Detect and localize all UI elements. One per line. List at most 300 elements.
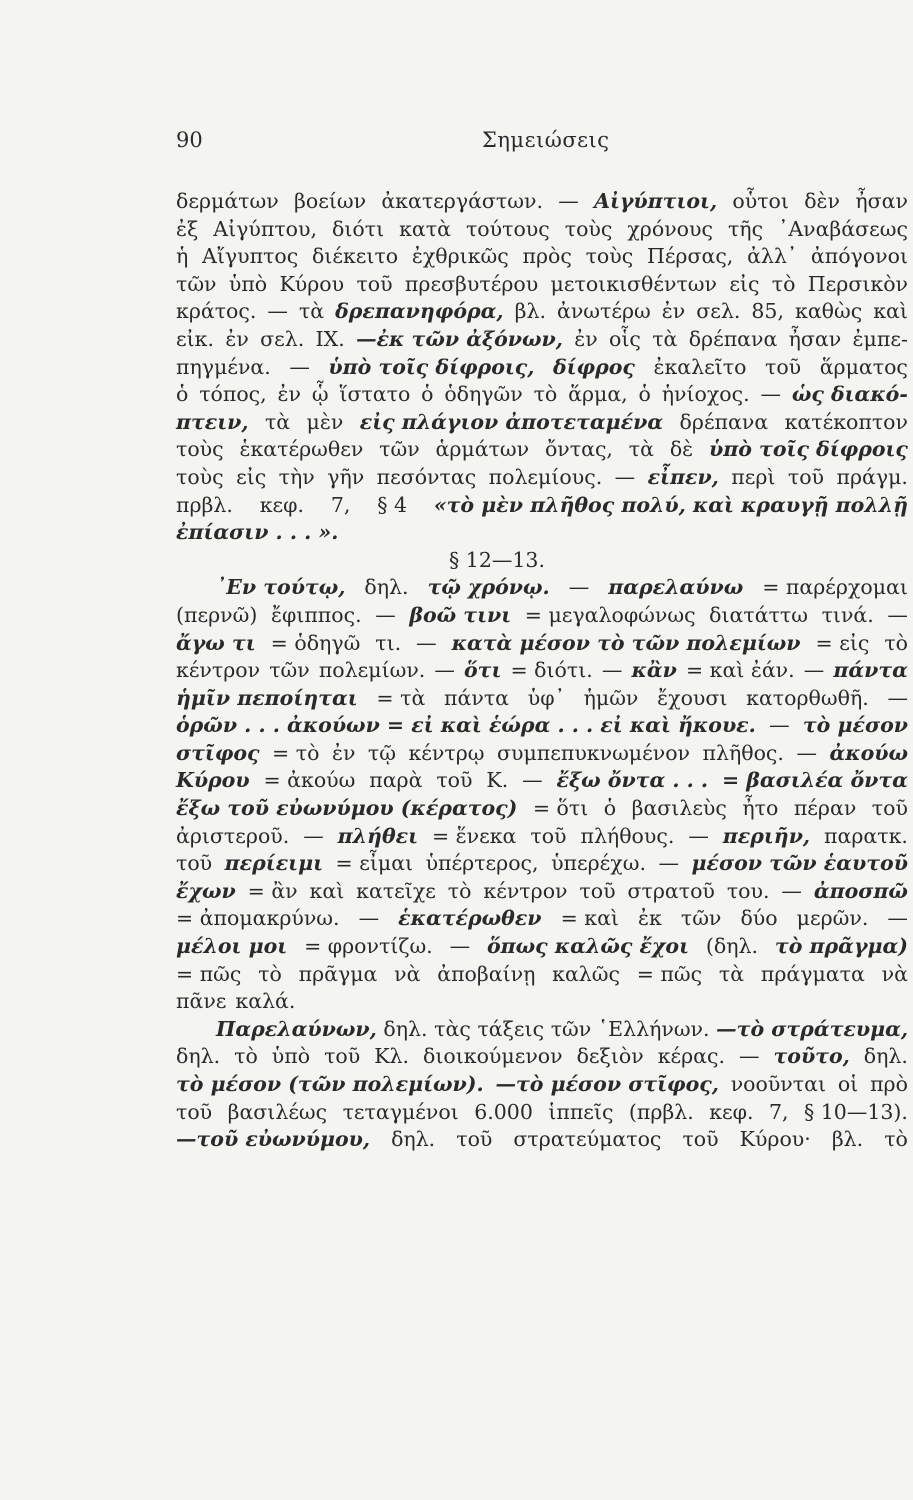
word: δύο <box>740 906 778 931</box>
text-line <box>176 878 908 906</box>
word: ἡνίοχος. <box>661 382 750 407</box>
word: βοείων <box>294 189 367 213</box>
lemma-term: ἑκατέρωθεν <box>398 906 542 931</box>
word: ἐν <box>277 382 301 407</box>
text-line <box>176 1043 908 1071</box>
word: ὄντας, <box>544 437 613 462</box>
lemma-term: ὑπὸ τοῖς δίφροις <box>709 437 908 462</box>
word: οἱ <box>837 1072 859 1096</box>
word: = ἀπομακρύνω. <box>176 906 340 931</box>
word: ὑπὸ <box>271 1044 311 1069</box>
lemma-term: Αἰγύπτιοι, <box>594 189 718 213</box>
word: = μεγαλοφώνως <box>524 602 696 627</box>
word: τῶν <box>550 1016 592 1041</box>
word: ἱππεῖς <box>548 1099 614 1124</box>
word: = καὶ <box>560 906 619 931</box>
word: τὰ <box>718 961 745 986</box>
lemma-term: τοῦτο, <box>773 1044 850 1069</box>
word: τὰ <box>264 409 291 434</box>
lemma-term: στῖφος <box>176 740 260 765</box>
word: Περσικὸν <box>807 271 908 296</box>
word: εἰκ. <box>176 326 214 351</box>
word: = φροντίζω. <box>304 934 433 959</box>
word: τοῦ <box>436 768 473 793</box>
word: τοῦ <box>176 1099 213 1124</box>
lemma-term: —τὸ στράτευμα, <box>716 1016 908 1041</box>
lemma-term: δρεπανηφόρα, <box>335 299 504 324</box>
word: = ἕνεκα <box>431 823 517 848</box>
word: τῶν <box>680 906 722 931</box>
text-line <box>176 436 908 464</box>
text-line <box>176 1016 908 1044</box>
word: τόπος, <box>199 382 267 407</box>
word: ὑπὸ <box>228 271 268 296</box>
word: περὶ <box>731 464 776 489</box>
word: — <box>522 768 543 793</box>
lemma-term: —ἐκ τῶν ἀξόνων, <box>356 326 563 351</box>
word: στρατοῦ <box>627 878 715 903</box>
word: τινά. <box>821 602 874 627</box>
word: — <box>760 382 781 407</box>
text-line <box>176 354 908 382</box>
word: ὁδηγῶν <box>444 382 523 407</box>
word: ἐκ <box>638 906 662 931</box>
word: 6.000 <box>474 1099 533 1124</box>
word: τοὺς <box>176 437 224 462</box>
word: μετοικισθέντων <box>550 271 717 296</box>
word: ὑπέρτερος, <box>425 851 539 876</box>
word: διέκειτο <box>311 244 399 269</box>
word: δὲ <box>669 437 694 462</box>
text-line <box>176 988 908 1016</box>
word: πηγμένα. <box>176 354 271 379</box>
word: = πῶς <box>176 961 242 986</box>
text-line <box>176 630 908 658</box>
word: ῾Ελλήνων. <box>597 1016 710 1041</box>
word: ἁρμάτων <box>435 437 530 462</box>
word: ὑπερέχω. <box>551 851 646 876</box>
word: οἷς <box>609 326 641 351</box>
word: κράτος. <box>176 299 257 324</box>
text-line <box>176 492 908 520</box>
lemma-term: δίφρος <box>552 354 635 379</box>
text-line <box>176 602 908 630</box>
word: βλ. <box>831 1127 864 1152</box>
word: τὰ <box>628 437 654 462</box>
lemma-term: Κύρου <box>176 768 250 793</box>
text-line <box>176 574 908 602</box>
word: ἦσαν <box>788 326 842 351</box>
lemma-term: πτειν, <box>176 409 249 434</box>
word: — <box>434 658 455 683</box>
word: ὁ <box>638 382 651 407</box>
word: = πῶς <box>636 961 703 986</box>
word: ἀποβαίνῃ <box>437 961 536 986</box>
word: πολεμίων. <box>318 658 426 683</box>
text-line <box>176 657 908 685</box>
word: συμπεπυκνωμένον <box>496 740 690 765</box>
word: τοῦ <box>682 1127 719 1152</box>
word: κέντρον <box>176 658 261 683</box>
lemma-term: παρελαύνω <box>608 575 744 600</box>
text-line <box>176 685 908 713</box>
word: ἑκατέρωθεν <box>239 437 364 462</box>
word: = τὸ <box>272 740 320 765</box>
word: βασιλέως <box>227 1099 328 1124</box>
word: τοῦ <box>356 271 393 296</box>
word: τάξεις <box>477 1016 545 1041</box>
word: κατεῖχε <box>356 878 436 903</box>
word: — <box>887 685 908 710</box>
word: πεσόντας <box>376 464 477 489</box>
word: καλά. <box>235 989 296 1014</box>
text-line <box>176 464 908 492</box>
lemma-term: «τὸ μὲν πλῆθος πολύ, καὶ κραυγῇ πολλῇ <box>433 492 908 517</box>
word: ἀπόγονοι <box>810 244 908 269</box>
word: πράγμ. <box>836 464 908 489</box>
word: ὁ <box>421 382 434 407</box>
text-line <box>176 1126 908 1154</box>
word: δὲν <box>804 189 841 213</box>
word: — <box>289 354 310 379</box>
word: πρὸ <box>870 1072 908 1096</box>
word: πράγματα <box>760 961 865 986</box>
word: ἡ <box>176 244 189 269</box>
word: κεφ. <box>709 1099 754 1124</box>
text-line <box>176 712 908 740</box>
lemma-term: ἔχων <box>176 878 236 903</box>
lemma-term: βοῶ τινι <box>409 602 512 627</box>
section-heading <box>176 547 908 575</box>
word: ἦτο <box>742 796 779 821</box>
word: ἔχουσι <box>657 685 728 710</box>
word: = ὁδηγῶ <box>270 630 361 655</box>
word: τοῦ <box>530 823 567 848</box>
word: τὸ <box>884 630 908 655</box>
word: Αἴγυπτος <box>202 244 299 269</box>
word: — <box>887 906 908 931</box>
lemma-term: τὸ μέσον <box>802 713 908 738</box>
word: ἔφιππος. <box>270 602 362 627</box>
word: διατάττω <box>709 602 808 627</box>
text-line <box>176 933 908 961</box>
word: IX. <box>315 326 345 351</box>
word: ἐν <box>574 326 598 351</box>
lemma-term: κἂν <box>631 658 677 683</box>
page-header <box>176 128 908 164</box>
word: τὸ <box>771 271 796 296</box>
word: κατορθωθῆ. <box>746 685 869 710</box>
word: — <box>803 658 825 683</box>
word: τοὺς <box>564 216 613 241</box>
text-line <box>176 1071 908 1099</box>
word: — <box>303 823 324 848</box>
word: τὸ <box>447 878 472 903</box>
word: ἐν <box>331 740 356 765</box>
word: βασιλεὺς <box>631 796 727 821</box>
word: ἀριστεροῦ. <box>176 823 290 848</box>
word: νὰ <box>881 961 908 986</box>
word: πρᾶγμα <box>298 961 378 986</box>
word: Κ. <box>486 768 509 793</box>
lemma-term: ᾿Εν τούτῳ, <box>216 575 346 600</box>
word: — <box>416 630 437 655</box>
word: 7, <box>768 1099 789 1124</box>
word: = παρέρχομαι <box>762 575 908 600</box>
word: του. <box>726 878 770 903</box>
word: διότι <box>332 216 385 241</box>
text-line <box>176 216 908 244</box>
text-line <box>176 961 908 989</box>
word: κεφ. <box>259 492 305 517</box>
word: δεξιὸν <box>576 1044 644 1069</box>
word: = ἂν <box>247 878 298 903</box>
lemma-term: ἔξω τοῦ εὐωνύμου (κέρατος) <box>176 796 518 821</box>
lemma-term: Παρελαύνων, <box>216 1016 377 1041</box>
word: τοῦ <box>764 354 802 379</box>
word: ἀνωτέρω <box>556 299 651 324</box>
word: παρατκ. <box>824 823 908 848</box>
text-line <box>176 823 908 851</box>
word: δρέπανα <box>688 326 778 351</box>
word: σελ. <box>260 326 305 351</box>
lemma-term: κατὰ μέσον τὸ τῶν πολεμίων <box>451 630 801 655</box>
lemma-term: ἄγω τι <box>176 630 256 655</box>
word: ἅρματος <box>819 354 908 379</box>
word: — <box>601 658 623 683</box>
word: = εἶμαι <box>335 851 414 876</box>
lemma-term: ἀποσπῶ <box>813 878 908 903</box>
word: κατὰ <box>399 216 451 241</box>
word: τεταγμένοι <box>342 1099 459 1124</box>
text-line <box>176 795 908 823</box>
text-line <box>176 409 908 437</box>
word: εἰς <box>729 271 760 296</box>
notes-text <box>176 188 908 1154</box>
word: — <box>449 934 471 959</box>
word: σελ. <box>696 299 741 324</box>
word: ἐμπε- <box>852 326 908 351</box>
word: ἐν <box>661 299 686 324</box>
lemma-term: τῷ χρόνῳ. <box>427 575 550 600</box>
word: — <box>769 713 790 738</box>
word: τοῦ <box>579 878 616 903</box>
word: δερμάτων <box>176 189 279 213</box>
word: — <box>887 602 908 627</box>
word: — <box>688 823 709 848</box>
word: ὁ <box>603 796 617 821</box>
text-line <box>176 326 908 354</box>
word: τῶν <box>176 271 217 296</box>
word: τὰ <box>652 326 678 351</box>
lemma-term: τὸ μέσον (τῶν πολεμίων). <box>176 1072 484 1096</box>
word: — <box>568 575 590 600</box>
word: δηλ. <box>383 1016 428 1041</box>
word: γῆν <box>327 464 365 489</box>
word: παρὰ <box>369 768 423 793</box>
word: — <box>267 299 288 324</box>
lemma-term: ἡμῖν πεποίηται <box>176 685 358 710</box>
word: οὗτοι <box>732 189 789 213</box>
word: ἀκατεργάστων. <box>381 189 543 213</box>
word: τῶν <box>379 437 420 462</box>
lemma-term: μέσον τῶν ἑαυτοῦ <box>691 851 908 876</box>
word: δηλ. <box>863 1044 908 1069</box>
word: πλήθους. <box>580 823 675 848</box>
word: (δηλ. <box>705 934 759 959</box>
word: — <box>375 602 396 627</box>
word: δρέπανα <box>679 409 769 434</box>
word: τοῦ <box>871 796 908 821</box>
word: Πέρσας, <box>646 244 734 269</box>
lemma-term: εἰς πλάγιον ἀποτεταμένα <box>359 409 664 434</box>
word: τὰ <box>298 299 325 324</box>
word: — <box>358 906 380 931</box>
lemma-term: τὸ πρᾶγμα) <box>774 934 908 959</box>
word: — <box>614 464 636 489</box>
word: τοῦ <box>176 851 213 876</box>
lemma-term: πλήθει <box>337 823 419 848</box>
word: κέντρον <box>483 878 568 903</box>
lemma-term: ἔξω ὄντα . . . <box>556 768 709 793</box>
word: — <box>739 1044 760 1069</box>
text-line <box>176 243 908 271</box>
word: = ὅτι <box>532 796 589 821</box>
word: τοὺς <box>176 464 224 489</box>
word: στρατεύματος <box>513 1127 662 1152</box>
word: (πρβλ. <box>628 1099 694 1124</box>
word: § 12—13. <box>449 547 545 572</box>
word: νοοῦνται <box>730 1072 826 1096</box>
lemma-term: μέλοι μοι <box>176 934 288 959</box>
lemma-term: εἶπεν, <box>647 464 719 489</box>
word: καὶ <box>309 878 345 903</box>
word: ἵστατο <box>339 382 411 407</box>
word: πᾶνε <box>176 989 227 1014</box>
word: Κλ. <box>374 1044 410 1069</box>
word: § 4 <box>377 492 408 517</box>
lemma-term: ὅτι <box>463 658 502 683</box>
word: τὸ <box>533 382 558 407</box>
word: καθὼς <box>795 299 863 324</box>
word: τῶν <box>269 658 310 683</box>
word: πολεμίους. <box>488 464 603 489</box>
word: κέρας. <box>657 1044 726 1069</box>
text-line <box>176 188 908 216</box>
lemma-term: πάντα <box>833 658 908 683</box>
word: πλῆθος. <box>702 740 784 765</box>
word: τὸ <box>258 961 282 986</box>
word: = εἰς <box>815 630 870 655</box>
text-line <box>176 271 908 299</box>
lemma-term: περίειμι <box>224 851 323 876</box>
word: τοῦ <box>456 1127 493 1152</box>
word: ἀλλ᾿ <box>747 244 798 269</box>
word: τὴν <box>278 464 315 489</box>
word: = ἀκούω <box>263 768 356 793</box>
lemma-term: ὑπὸ τοῖς δίφροις, <box>328 354 535 379</box>
page-number: 90 <box>176 128 203 152</box>
word: — <box>781 878 802 903</box>
word: πάντα <box>444 685 510 710</box>
text-line <box>176 850 908 878</box>
text-line <box>176 1099 908 1127</box>
word: κέντρῳ <box>408 740 485 765</box>
word: — <box>796 740 817 765</box>
word: τὸ <box>884 1127 908 1152</box>
running-title: Σημειώσεις <box>482 128 610 152</box>
word: ἐν <box>225 326 249 351</box>
word: (περνῶ) <box>176 602 258 627</box>
word: τι. <box>375 630 402 655</box>
lemma-term: = βασιλέα ὄντα <box>721 768 908 793</box>
word: Κύρου· <box>739 1127 811 1152</box>
word: = τὰ <box>376 685 426 710</box>
lemma-term: —τὸ μέσον στῖφος, <box>495 1072 719 1096</box>
text-line <box>176 381 908 409</box>
word: — <box>558 189 579 213</box>
word: ἐκαλεῖτο <box>653 354 747 379</box>
word: τῷ <box>367 740 396 765</box>
word: διοικούμενον <box>423 1044 563 1069</box>
word: τοὺς <box>585 244 634 269</box>
word: ἡμῶν <box>583 685 639 710</box>
text-line <box>176 519 908 547</box>
lemma-term: ὁρῶν . . . ἀκούων = εἰ καὶ ἑώρα . . . εἰ καὶ ἤκουε. <box>176 713 756 738</box>
word: ᾧ <box>311 382 329 407</box>
word: πρβλ. <box>176 492 233 517</box>
word: τοῦ <box>787 464 825 489</box>
word: δηλ. <box>176 1044 221 1069</box>
lemma-term: ἀκούω <box>829 740 908 765</box>
word: δηλ. <box>364 575 409 600</box>
word: = καὶ ἐάν. <box>685 658 795 683</box>
word: 7, <box>330 492 351 517</box>
word: ἦσαν <box>855 189 908 213</box>
word: τὸ <box>234 1044 258 1069</box>
word: πέραν <box>793 796 857 821</box>
lemma-term: —τοῦ εὐωνύμου, <box>176 1127 371 1152</box>
word: βλ. <box>514 299 546 324</box>
word: Κύρου <box>279 271 345 296</box>
word: — <box>658 851 679 876</box>
word: πρεσβυτέρου <box>404 271 539 296</box>
word: § 10—13). <box>803 1099 908 1124</box>
word: τῆς <box>727 216 764 241</box>
word: χρόνους <box>627 216 713 241</box>
lemma-term: ὡς διακό- <box>791 382 908 407</box>
word: μερῶν. <box>796 906 869 931</box>
word: τὰς <box>434 1016 471 1041</box>
lemma-term: ἐπίασιν . . . ». <box>176 520 339 545</box>
word: = διότι. <box>510 658 593 683</box>
word: ἐξ <box>176 216 199 241</box>
text-line <box>176 767 908 795</box>
word: Αἰγύπτου, <box>213 216 317 241</box>
word: ᾿Αναβάσεως <box>778 216 908 241</box>
word: κατέκοπτον <box>784 409 908 434</box>
word: 85, <box>751 299 784 324</box>
lemma-term: περιῆν, <box>722 823 811 848</box>
lemma-term: ὅπως καλῶς ἔχοι <box>486 934 689 959</box>
word: τοῦ <box>324 1044 361 1069</box>
word: ἐχθρικῶς <box>411 244 509 269</box>
word: ὑφ᾿ <box>527 685 565 710</box>
text-line <box>176 740 908 768</box>
word: δηλ. <box>391 1127 436 1152</box>
word: τούτους <box>465 216 550 241</box>
word: πρὸς <box>522 244 572 269</box>
